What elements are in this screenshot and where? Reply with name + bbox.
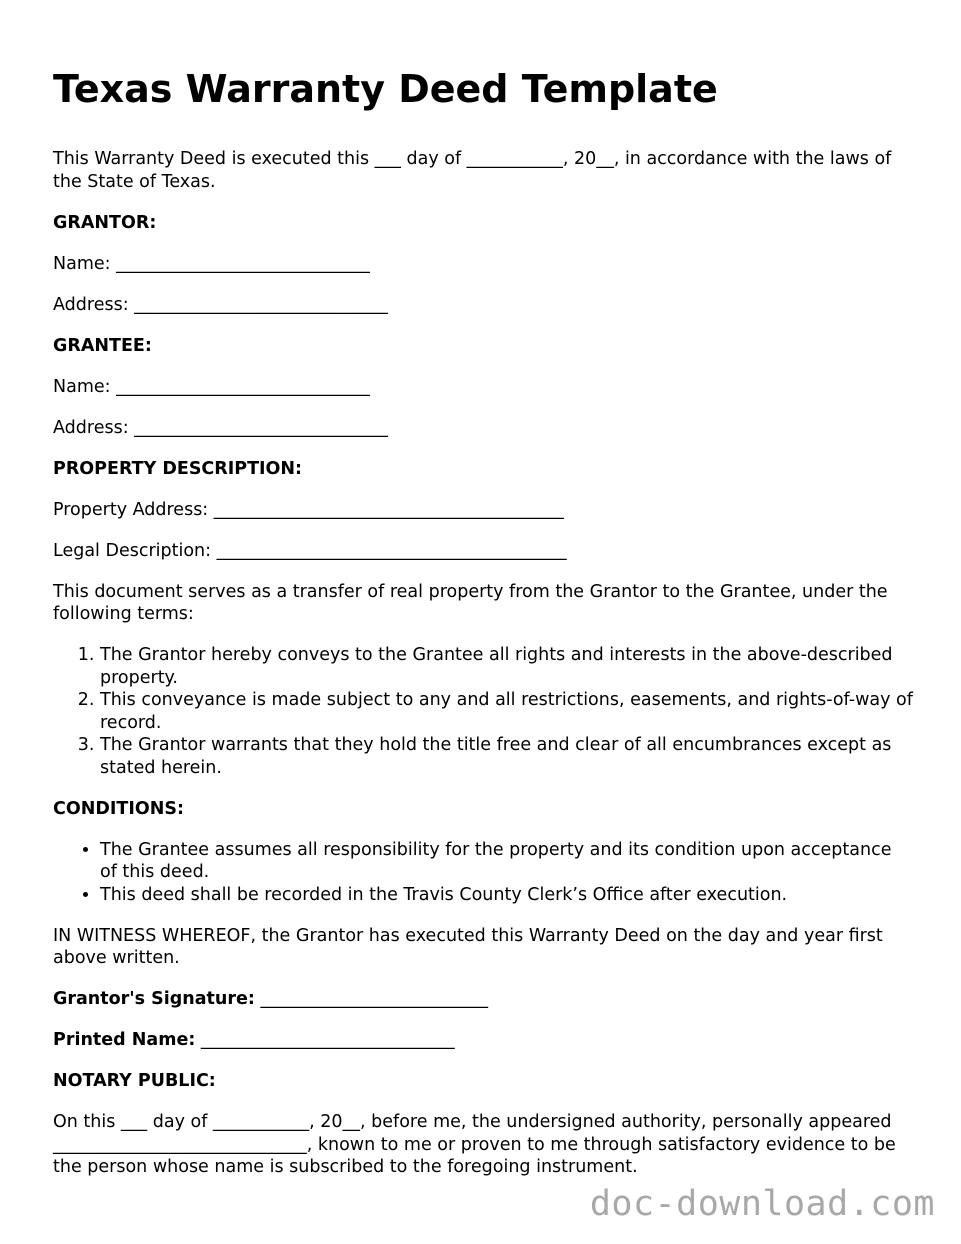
signature-blank: __________________________ (260, 989, 488, 1009)
legal-description-line: Legal Description: ________________________________________ (53, 540, 567, 561)
signature-line (53, 988, 913, 1011)
grantee-heading: GRANTEE: (53, 335, 152, 356)
witness-paragraph: IN WITNESS WHEREOF, the Grantor has executed this Warranty Deed on the day and year first above written. (53, 925, 883, 968)
intro-paragraph: This Warranty Deed is executed this ___ day of ___________, 20__, in accordance with the laws of the State of Texas. (53, 149, 892, 192)
transfer-paragraph: This document serves as a transfer of real property from the Grantor to the Grantee, under the following terms: (53, 581, 888, 624)
list-item: • The Grantee assumes all responsibility for the property and its condition upon acceptance of this deed. (100, 839, 913, 884)
grantor-address-line: Address: _____________________________ (53, 294, 388, 315)
list-item: 3. The Grantor warrants that they hold the title free and clear of all encumbrances except as stated herein. (100, 734, 913, 779)
page-title: Texas Warranty Deed Template (53, 67, 718, 111)
grantee-name-line: Name: _____________________________ (53, 376, 370, 397)
conditions-heading: CONDITIONS: (53, 798, 184, 819)
printed-name-label: Printed Name: (53, 1030, 196, 1050)
list-item: • This deed shall be recorded in the Travis County Clerk’s Office after execution. (100, 884, 913, 907)
grantee-address-line: Address: _____________________________ (53, 417, 388, 438)
notary-heading: NOTARY PUBLIC: (53, 1071, 216, 1091)
list-item: 1. The Grantor hereby conveys to the Grantee all rights and interests in the above-described property. (100, 644, 913, 689)
terms-list (53, 644, 913, 779)
printed-name-line (53, 1029, 913, 1052)
signature-label: Grantor's Signature: (53, 989, 255, 1009)
conditions-list (53, 839, 913, 907)
property-description-heading: PROPERTY DESCRIPTION: (53, 458, 303, 479)
printed-name-blank: _____________________________ (200, 1030, 455, 1050)
list-item: 2. This conveyance is made subject to any and all restrictions, easements, and rights-of-way of record. (100, 689, 913, 734)
grantor-heading: GRANTOR: (53, 212, 157, 233)
grantor-name-line: Name: _____________________________ (53, 253, 370, 274)
document-page (53, 66, 913, 1197)
notary-paragraph: On this ___ day of ___________, 20__, before me, the undersigned authority, personally appeared _____________________________, known to me or proven to me through satisfactory evidence to be the person whose name is subscribed to the foregoing instrument. (53, 1112, 896, 1177)
property-address-line: Property Address: ________________________________________ (53, 499, 564, 520)
watermark: doc-download.com (589, 1184, 935, 1224)
